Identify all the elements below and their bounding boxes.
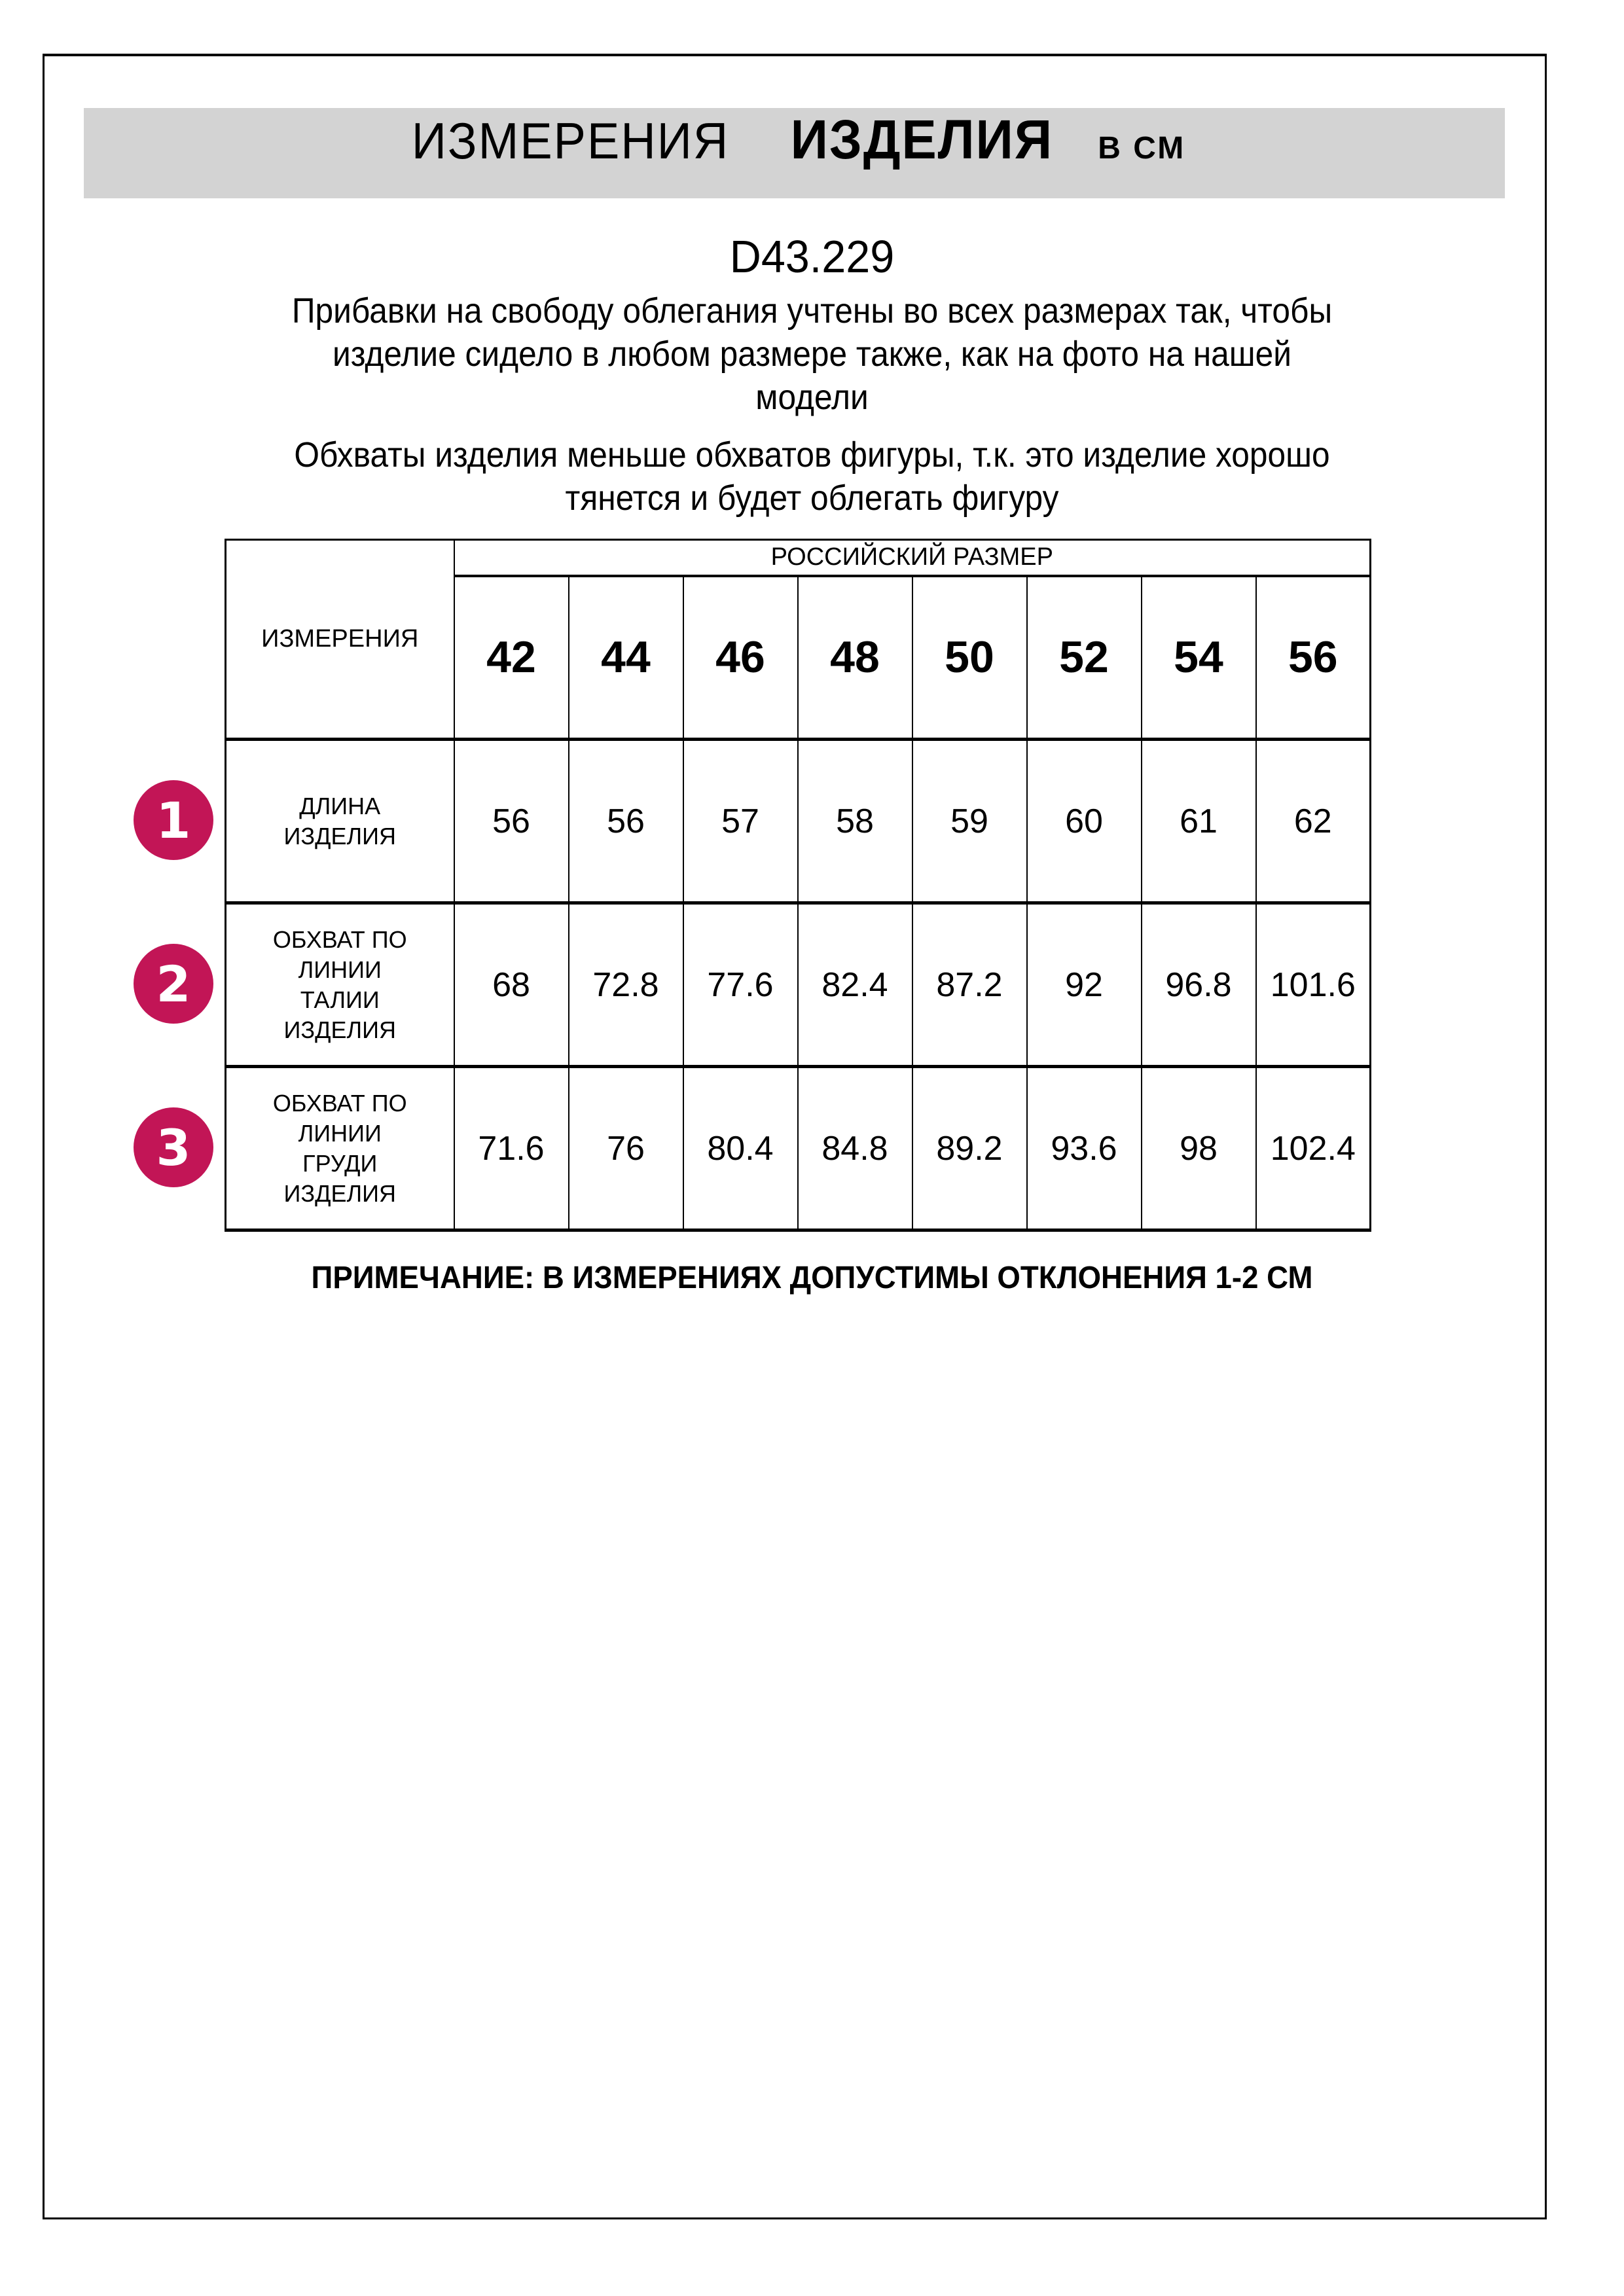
table-cell: 102.4 [1256,1067,1371,1230]
table-cell: 62 [1256,740,1371,903]
row-label-chest: ОБХВАТ ПО ЛИНИИ ГРУДИ ИЗДЕЛИЯ [226,1067,454,1230]
badge-number: 3 [156,1118,191,1177]
paragraph1-line3: модели [755,378,869,417]
table-cell: 60 [1027,740,1142,903]
table-cell: 68 [454,903,569,1067]
size-table [225,539,1371,1232]
table-cell: 56 [454,740,569,903]
row-label-waist: ОБХВАТ ПО ЛИНИИ ТАЛИИ ИЗДЕЛИЯ [226,903,454,1067]
table-cell: 61 [1142,740,1256,903]
table-row-chest [226,1067,1371,1230]
table-corner-label: ИЗМЕРЕНИЯ [226,540,454,740]
size-header-56: 56 [1256,576,1371,740]
size-header-54: 54 [1142,576,1256,740]
badge-number: 2 [156,954,191,1013]
table-cell: 89.2 [912,1067,1027,1230]
table-cell: 84.8 [798,1067,912,1230]
row-number-badge-1 [134,780,213,860]
page-title-word-measurements: ИЗМЕРЕНИЯ [411,112,729,170]
table-cell: 76 [569,1067,683,1230]
row-number-badge-3 [134,1107,213,1187]
table-cell: 96.8 [1142,903,1256,1067]
size-header-46: 46 [683,576,798,740]
table-cell: 80.4 [683,1067,798,1230]
table-cell: 93.6 [1027,1067,1142,1230]
size-header-52: 52 [1027,576,1142,740]
size-group-header: РОССИЙСКИЙ РАЗМЕР [454,540,1371,576]
size-header-50: 50 [912,576,1027,740]
table-cell: 58 [798,740,912,903]
table-cell: 71.6 [454,1067,569,1230]
article-code: D43.229 [729,231,895,282]
paragraph1-line1: Прибавки на свободу облегания учтены во всех размерах так, чтобы [291,291,1333,331]
table-cell: 72.8 [569,903,683,1067]
row-number-badge-2 [134,944,213,1024]
table-cell: 92 [1027,903,1142,1067]
deviation-note: ПРИМЕЧАНИЕ: В ИЗМЕРЕНИЯХ ДОПУСТИМЫ ОТКЛОНЕНИЯ 1-2 СМ [311,1261,1313,1295]
badge-number: 1 [156,791,191,850]
title-band [84,108,1505,198]
paragraph-gap [0,419,1624,433]
table-cell: 101.6 [1256,903,1371,1067]
table-cell: 59 [912,740,1027,903]
size-header-42: 42 [454,576,569,740]
table-cell: 57 [683,740,798,903]
table-cell: 77.6 [683,903,798,1067]
intro-paragraphs [0,289,1624,520]
table-row-group-header [226,540,1371,576]
size-header-48: 48 [798,576,912,740]
page-title-word-product: ИЗДЕЛИЯ [790,109,1053,170]
table-cell: 87.2 [912,903,1027,1067]
table-row-waist [226,903,1371,1067]
paragraph1-line2: изделие сидело в любом размере также, как на фото на нашей [332,334,1292,374]
paragraph2-line2: тянется и будет облегать фигуру [565,478,1059,518]
table-cell: 56 [569,740,683,903]
table-cell: 98 [1142,1067,1256,1230]
paragraph2-line1: Обхваты изделия меньше обхватов фигуры, т.к. это изделие хорошо [294,435,1330,475]
size-header-44: 44 [569,576,683,740]
row-label-length: ДЛИНА ИЗДЕЛИЯ [226,740,454,903]
table-cell: 82.4 [798,903,912,1067]
page-title-unit: В СМ [1098,131,1186,166]
table-row-length [226,740,1371,903]
